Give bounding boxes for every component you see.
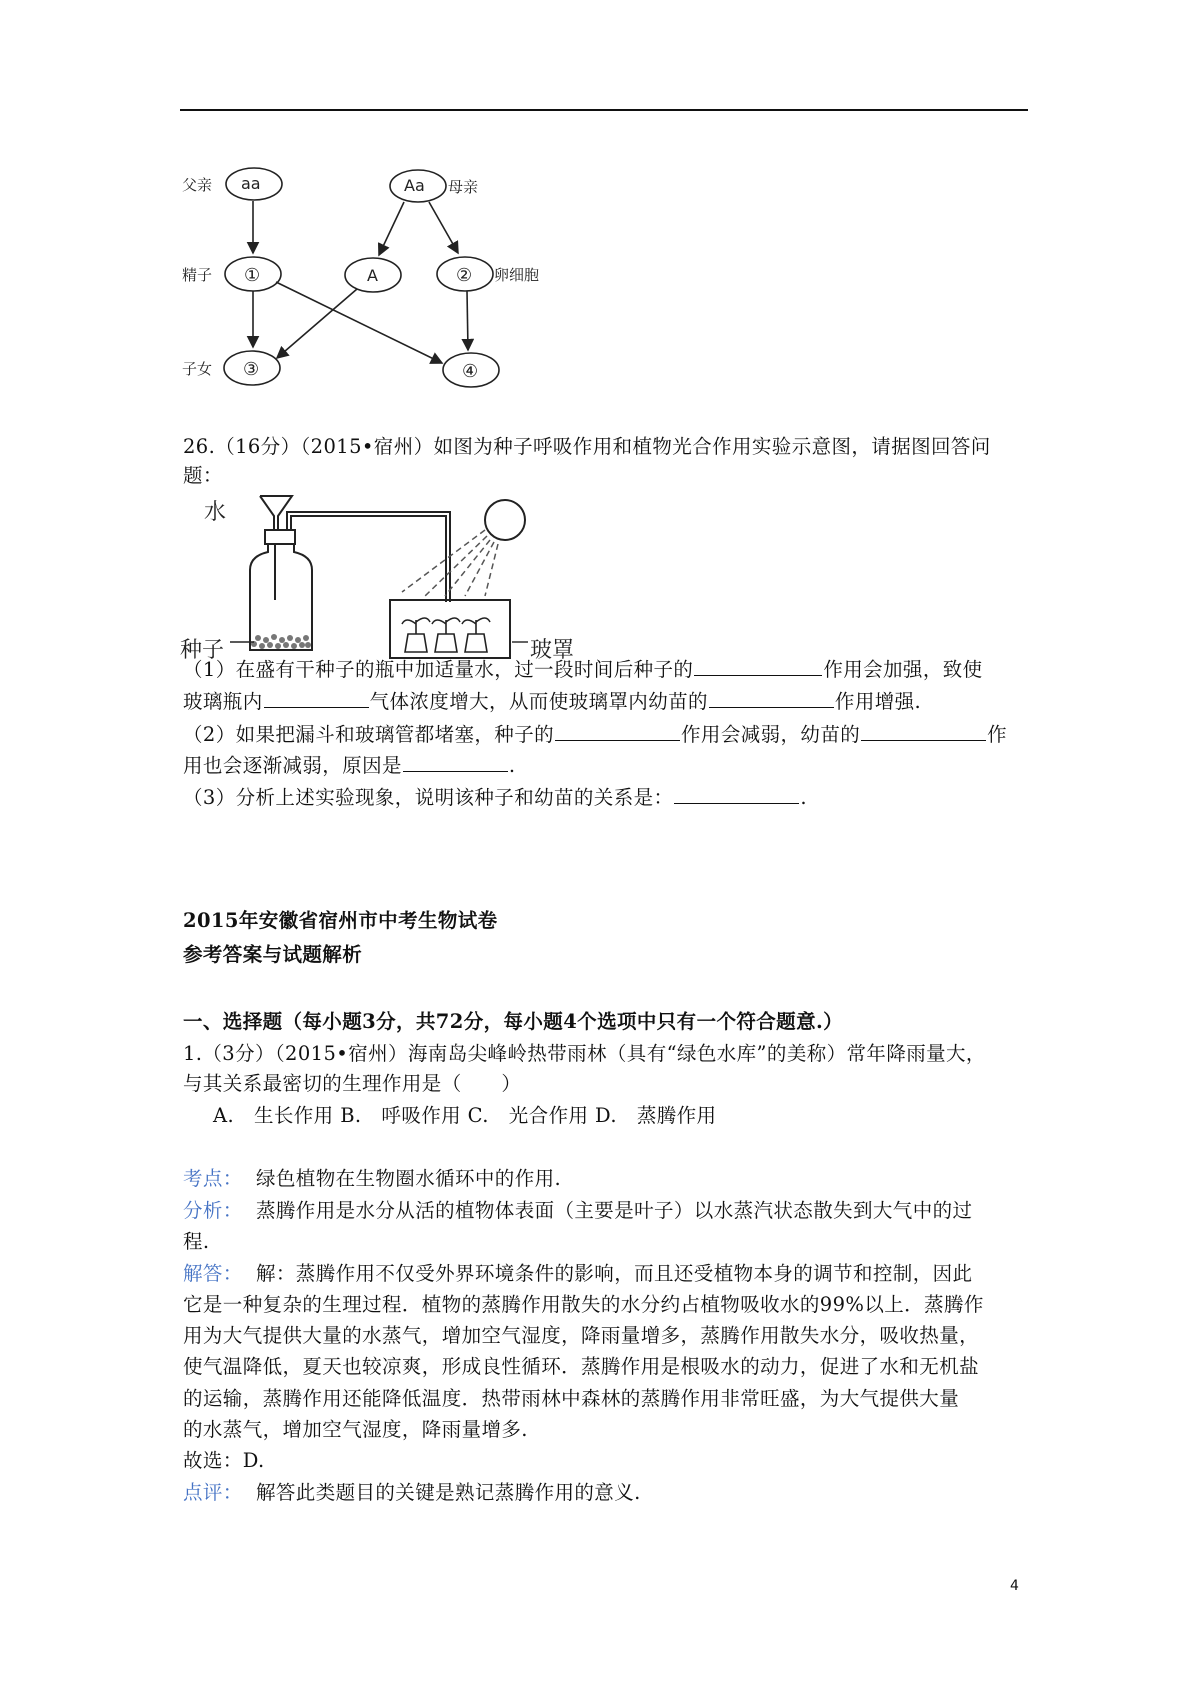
jieda-line-6: 的水蒸气，增加空气湿度，降雨量增多. [183,1418,528,1441]
arrow-mother-egg [429,202,458,253]
genetics-diagram [180,160,560,390]
option-d: D. 蒸腾作用 [595,1104,717,1127]
kaodian-row: 考点： 绿色植物在生物圈水循环中的作用. [183,1164,561,1194]
q1-options [213,1101,716,1131]
q26-part1-line2: 玻璃瓶内 气体浓度增大，从而使玻璃罩内幼苗的 作用增强. [183,685,921,717]
fenxi-cont: 程. [183,1230,210,1253]
jieda-line-3: 用为大气提供大量的水蒸气，增加空气湿度，降雨量增多，蒸腾作用散失水分，吸收热量， [183,1324,980,1347]
label-dianping: 点评： [183,1481,243,1504]
label-water: 水 [204,500,227,525]
label-father: 父亲 [182,176,213,194]
mother-genotype: Aa [404,176,425,195]
label-jieda: 解答： [183,1262,243,1285]
arrow-mother-a [379,202,404,255]
header-rule [180,109,1028,111]
num-2: ② [456,265,473,286]
answer-blank-7[interactable] [674,781,799,804]
option-a: A. 生长作用 [213,1104,334,1127]
bottle-stopper [265,530,295,544]
jieda-line-5: 的运输，蒸腾作用还能降低温度．热带雨林中森林的蒸腾作用非常旺盛，为大气提供大量 [183,1387,960,1410]
jieda-line-2: 它是一种复杂的生理过程．植物的蒸腾作用散失的水分约占植物吸收水的99%以上．蒸腾作 [183,1293,984,1316]
label-fenxi: 分析： [183,1199,243,1222]
answer-blank-5[interactable] [861,718,986,741]
label-kaodian: 考点： [183,1167,243,1190]
arrow-egg-child4 [467,291,468,350]
jieda-row: 解答： 解：蒸腾作用不仅受外界环境条件的影响，而且还受植物本身的调节和控制，因此 [183,1259,972,1289]
q26-part1-line1: （1）在盛有干种子的瓶中加适量水，过一段时间后种子的 作用会加强，致使 [183,653,983,685]
dianping-row: 点评： 解答此类题目的关键是熟记蒸腾作用的意义. [183,1478,641,1508]
q1-stem-2: 与其关系最密切的生理作用是（ ） [183,1072,522,1095]
arrow-a-child3 [277,289,357,358]
answer-blank-2[interactable] [264,685,369,708]
sun [485,500,525,540]
answer-blank-4[interactable] [555,718,680,741]
label-sperm: 精子 [182,266,213,284]
q26-stem-2: 题： [183,464,223,487]
q26-part2-line2: 用也会逐渐减弱，原因是 . [183,749,516,781]
father-genotype: aa [241,174,261,193]
seeds [251,634,311,649]
gamete-a: A [367,266,378,285]
bottle [250,544,312,650]
guxuan: 故选：D. [183,1449,265,1472]
section-heading: 一、选择题（每小题3分，共72分，每小题4个选项中只有一个符合题意.） [183,1010,844,1033]
q26-part3: （3）分析上述实验现象，说明该种子和幼苗的关系是： . [183,781,807,813]
option-b: B. 呼吸作用 [340,1104,462,1127]
num-1: ① [244,265,261,286]
num-3: ③ [243,359,260,380]
experiment-diagram [180,492,630,663]
answers-title: 2015年安徽省宿州市中考生物试卷 [183,909,498,932]
glass-cover [390,600,510,658]
seedlings [402,618,490,652]
label-egg: 卵细胞 [494,266,540,284]
label-seed: 种子 [180,638,225,663]
answer-blank-3[interactable] [709,685,834,708]
q26-stem-1: 26.（16分）（2015•宿州）如图为种子呼吸作用和植物光合作用实验示意图，请据图回答问 [183,435,991,458]
num-4: ④ [462,361,479,382]
option-c: C. 光合作用 [467,1104,589,1127]
label-mother: 母亲 [448,178,479,196]
answer-blank-6[interactable] [403,749,508,772]
page-number: 4 [1010,1578,1019,1594]
q26-part2-line1: （2）如果把漏斗和玻璃管都堵塞，种子的 作用会减弱，幼苗的 作 [183,718,1007,750]
arrow-sperm-child4 [276,282,442,363]
jieda-line-4: 使气温降低，夏天也较凉爽，形成良性循环．蒸腾作用是根吸水的动力，促进了水和无机盐 [183,1355,980,1378]
label-glass-cover: 玻罩 [530,638,575,663]
label-children: 子女 [182,360,213,378]
q1-stem-1: 1.（3分）（2015•宿州）海南岛尖峰岭热带雨林（具有“绿色水库”的美称）常年降雨量大， [183,1042,986,1065]
answers-subtitle: 参考答案与试题解析 [183,943,363,966]
fenxi-row: 分析： 蒸腾作用是水分从活的植物体表面（主要是叶子）以水蒸汽状态散失到大气中的过 [183,1196,972,1226]
answer-blank-1[interactable] [694,653,822,676]
